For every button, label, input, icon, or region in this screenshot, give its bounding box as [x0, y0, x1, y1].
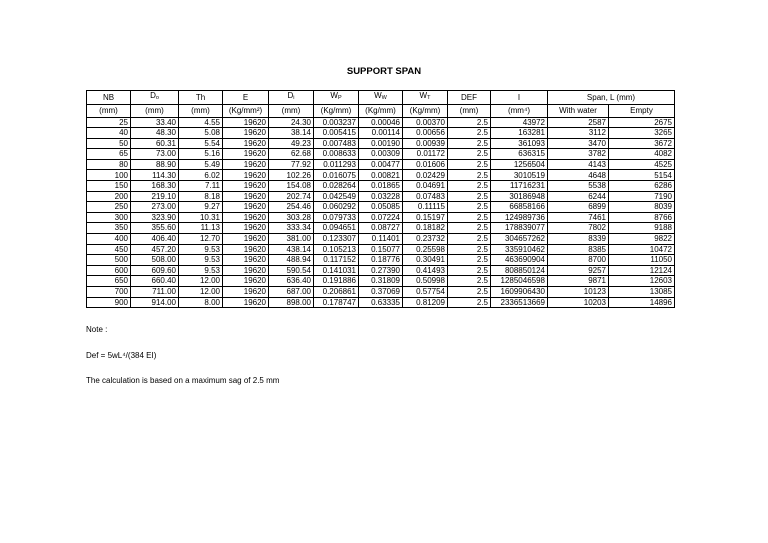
- table-cell: 2.5: [448, 117, 491, 128]
- table-cell: 19620: [223, 244, 269, 255]
- table-cell: 350: [87, 223, 131, 234]
- column-header: [491, 91, 548, 105]
- table-cell: 808850124: [491, 265, 548, 276]
- table-cell: 450: [87, 244, 131, 255]
- table-cell: 0.30491: [403, 255, 448, 266]
- table-cell: 0.00370: [403, 117, 448, 128]
- table-cell: 2.5: [448, 297, 491, 308]
- table-cell: 10.31: [179, 212, 223, 223]
- table-cell: 0.00477: [359, 159, 403, 170]
- table-cell: 0.178747: [314, 297, 359, 308]
- table-cell: 0.079733: [314, 212, 359, 223]
- column-header-subscript: i: [293, 95, 295, 101]
- table-cell: 0.00114: [359, 128, 403, 139]
- table-cell: 7190: [609, 191, 675, 202]
- table-cell: 400: [87, 234, 131, 245]
- table-cell: 19620: [223, 297, 269, 308]
- table-cell: 0.011293: [314, 159, 359, 170]
- table-cell: 0.03228: [359, 191, 403, 202]
- table-cell: 0.00309: [359, 149, 403, 160]
- table-cell: 2.5: [448, 159, 491, 170]
- table-cell: 5154: [609, 170, 675, 181]
- table-cell: 10472: [609, 244, 675, 255]
- column-unit-header: (Kg/mm²): [223, 104, 269, 117]
- column-header-symbol: NB: [102, 92, 115, 102]
- table-cell: 0.81209: [403, 297, 448, 308]
- table-cell: 9822: [609, 234, 675, 245]
- table-cell: 5.49: [179, 159, 223, 170]
- table-cell: 5.54: [179, 138, 223, 149]
- table-cell: 19620: [223, 287, 269, 298]
- table-cell: 254.46: [269, 202, 314, 213]
- table-cell: 0.07224: [359, 212, 403, 223]
- table-cell: 590.54: [269, 265, 314, 276]
- table-cell: 19620: [223, 234, 269, 245]
- table-cell: 3010519: [491, 170, 548, 181]
- table-cell: 0.01865: [359, 181, 403, 192]
- table-cell: 11050: [609, 255, 675, 266]
- column-unit-header: (Kg/mm): [403, 104, 448, 117]
- table-cell: 62.68: [269, 149, 314, 160]
- table-cell: 0.18776: [359, 255, 403, 266]
- table-cell: 0.37069: [359, 287, 403, 298]
- table-cell: 9257: [548, 265, 609, 276]
- table-cell: 10123: [548, 287, 609, 298]
- table-cell: 202.74: [269, 191, 314, 202]
- column-unit-header: (mm): [131, 104, 179, 117]
- table-cell: 168.30: [131, 181, 179, 192]
- table-row: [87, 117, 675, 128]
- column-unit-header: (mm): [448, 104, 491, 117]
- note-label: Note :: [86, 325, 108, 334]
- table-cell: 12603: [609, 276, 675, 287]
- header-row-symbols: [87, 91, 675, 105]
- table-cell: 13085: [609, 287, 675, 298]
- table-row: [87, 191, 675, 202]
- table-cell: 2.5: [448, 234, 491, 245]
- column-header-subscript: W: [381, 95, 387, 101]
- column-unit-header: (mm⁴): [491, 104, 548, 117]
- column-header: [87, 91, 131, 105]
- table-row: [87, 265, 675, 276]
- table-cell: 0.05085: [359, 202, 403, 213]
- table-cell: 2.5: [448, 149, 491, 160]
- table-cell: 65: [87, 149, 131, 160]
- table-cell: 2.5: [448, 128, 491, 139]
- column-header-symbol: W: [330, 91, 338, 100]
- table-cell: 636315: [491, 149, 548, 160]
- table-cell: 333.34: [269, 223, 314, 234]
- table-cell: 2.5: [448, 287, 491, 298]
- table-cell: 77.92: [269, 159, 314, 170]
- column-header: [314, 91, 359, 105]
- table-cell: 0.003237: [314, 117, 359, 128]
- table-cell: 25: [87, 117, 131, 128]
- table-cell: 9.27: [179, 202, 223, 213]
- table-cell: 9.53: [179, 265, 223, 276]
- table-cell: 0.31809: [359, 276, 403, 287]
- table-cell: 600: [87, 265, 131, 276]
- table-cell: 14896: [609, 297, 675, 308]
- table-cell: 3112: [548, 128, 609, 139]
- table-cell: 2.5: [448, 223, 491, 234]
- column-header-symbol: W: [374, 91, 382, 100]
- table-cell: 163281: [491, 128, 548, 139]
- column-unit-header: (mm): [179, 104, 223, 117]
- table-row: [87, 159, 675, 170]
- table-cell: 0.123307: [314, 234, 359, 245]
- table-cell: 19620: [223, 138, 269, 149]
- table-cell: 0.060292: [314, 202, 359, 213]
- table-cell: 303.28: [269, 212, 314, 223]
- column-header: [179, 91, 223, 105]
- table-cell: 3672: [609, 138, 675, 149]
- table-cell: 88.90: [131, 159, 179, 170]
- table-cell: 0.00939: [403, 138, 448, 149]
- table-cell: 355.60: [131, 223, 179, 234]
- table-cell: 0.028264: [314, 181, 359, 192]
- table-cell: 102.26: [269, 170, 314, 181]
- table-cell: 6286: [609, 181, 675, 192]
- table-cell: 0.02429: [403, 170, 448, 181]
- table-cell: 19620: [223, 128, 269, 139]
- support-span-table: [86, 90, 675, 308]
- table-cell: 9871: [548, 276, 609, 287]
- table-cell: 1256504: [491, 159, 548, 170]
- table-cell: 609.60: [131, 265, 179, 276]
- table-cell: 80: [87, 159, 131, 170]
- table-cell: 3782: [548, 149, 609, 160]
- table-cell: 38.14: [269, 128, 314, 139]
- table-cell: 2675: [609, 117, 675, 128]
- column-unit-header: With water: [548, 104, 609, 117]
- table-cell: 9.53: [179, 255, 223, 266]
- table-cell: 8339: [548, 234, 609, 245]
- table-cell: 7802: [548, 223, 609, 234]
- table-row: [87, 149, 675, 160]
- table-cell: 0.18182: [403, 223, 448, 234]
- table-cell: 7461: [548, 212, 609, 223]
- table-cell: 0.00190: [359, 138, 403, 149]
- table-cell: 438.14: [269, 244, 314, 255]
- table-cell: 12.00: [179, 287, 223, 298]
- table-cell: 0.094651: [314, 223, 359, 234]
- table-cell: 12.70: [179, 234, 223, 245]
- table-cell: 19620: [223, 117, 269, 128]
- column-unit-header: Empty: [609, 104, 675, 117]
- table-cell: 0.042549: [314, 191, 359, 202]
- table-cell: 178839077: [491, 223, 548, 234]
- table-cell: 0.00821: [359, 170, 403, 181]
- table-cell: 0.105213: [314, 244, 359, 255]
- table-cell: 12124: [609, 265, 675, 276]
- table-cell: 8700: [548, 255, 609, 266]
- span-group-header: Span, L (mm): [548, 91, 675, 105]
- table-cell: 508.00: [131, 255, 179, 266]
- table-cell: 323.90: [131, 212, 179, 223]
- table-cell: 154.08: [269, 181, 314, 192]
- table-cell: 711.00: [131, 287, 179, 298]
- table-cell: 30186948: [491, 191, 548, 202]
- table-cell: 219.10: [131, 191, 179, 202]
- table-cell: 457.20: [131, 244, 179, 255]
- table-row: [87, 287, 675, 298]
- column-header: [359, 91, 403, 105]
- table-cell: 406.40: [131, 234, 179, 245]
- table-row: [87, 170, 675, 181]
- column-header-symbol: E: [242, 92, 249, 102]
- column-header-subscript: T: [427, 95, 431, 101]
- table-cell: 5538: [548, 181, 609, 192]
- table-cell: 124989736: [491, 212, 548, 223]
- table-cell: 0.007483: [314, 138, 359, 149]
- table-cell: 0.206861: [314, 287, 359, 298]
- table-cell: 19620: [223, 212, 269, 223]
- table-cell: 1285046598: [491, 276, 548, 287]
- table-cell: 0.15197: [403, 212, 448, 223]
- table-cell: 2.5: [448, 255, 491, 266]
- table-cell: 2.5: [448, 276, 491, 287]
- table-cell: 0.11401: [359, 234, 403, 245]
- calculation-note: The calculation is based on a maximum sag of 2.5 mm: [86, 376, 280, 385]
- table-row: [87, 255, 675, 266]
- table-cell: 8.00: [179, 297, 223, 308]
- table-row: [87, 128, 675, 139]
- table-cell: 700: [87, 287, 131, 298]
- table-cell: 19620: [223, 191, 269, 202]
- table-cell: 5.08: [179, 128, 223, 139]
- column-unit-header: (Kg/mm): [314, 104, 359, 117]
- column-header-symbol: I: [517, 92, 521, 102]
- table-cell: 9.53: [179, 244, 223, 255]
- table-row: [87, 181, 675, 192]
- header-row-units: [87, 104, 675, 117]
- table-cell: 650: [87, 276, 131, 287]
- table-cell: 19620: [223, 181, 269, 192]
- table-cell: 200: [87, 191, 131, 202]
- table-cell: 19620: [223, 149, 269, 160]
- table-row: [87, 138, 675, 149]
- table-cell: 24.30: [269, 117, 314, 128]
- table-cell: 5.16: [179, 149, 223, 160]
- table-row: [87, 276, 675, 287]
- table-cell: 33.40: [131, 117, 179, 128]
- table-cell: 4143: [548, 159, 609, 170]
- table-cell: 2336513669: [491, 297, 548, 308]
- table-cell: 49.23: [269, 138, 314, 149]
- table-cell: 2.5: [448, 181, 491, 192]
- table-cell: 488.94: [269, 255, 314, 266]
- table-cell: 150: [87, 181, 131, 192]
- column-header: [403, 91, 448, 105]
- table-cell: 0.00046: [359, 117, 403, 128]
- column-header-symbol: D: [287, 91, 294, 100]
- table-row: [87, 212, 675, 223]
- table-cell: 2.5: [448, 265, 491, 276]
- table-cell: 335910462: [491, 244, 548, 255]
- deflection-formula: Def = 5wL⁴/(384 EI): [86, 351, 157, 360]
- column-header-symbol: D: [150, 91, 156, 100]
- column-unit-header: (mm): [87, 104, 131, 117]
- table-cell: 6899: [548, 202, 609, 213]
- table-row: [87, 202, 675, 213]
- table-cell: 273.00: [131, 202, 179, 213]
- table-cell: 0.117152: [314, 255, 359, 266]
- table-cell: 114.30: [131, 170, 179, 181]
- column-header-symbol: W: [419, 91, 428, 100]
- table-cell: 8385: [548, 244, 609, 255]
- table-cell: 0.11115: [403, 202, 448, 213]
- column-header: [131, 91, 179, 105]
- table-cell: 66858166: [491, 202, 548, 213]
- column-header-subscript: o: [155, 95, 159, 101]
- table-row: [87, 244, 675, 255]
- table-cell: 463690904: [491, 255, 548, 266]
- column-header: [448, 91, 491, 105]
- table-cell: 0.50998: [403, 276, 448, 287]
- table-cell: 250: [87, 202, 131, 213]
- table-cell: 6.02: [179, 170, 223, 181]
- table-cell: 19620: [223, 159, 269, 170]
- table-cell: 12.00: [179, 276, 223, 287]
- column-header: [269, 91, 314, 105]
- column-header-symbol: Th: [195, 92, 206, 102]
- table-cell: 100: [87, 170, 131, 181]
- table-cell: 0.01606: [403, 159, 448, 170]
- table-cell: 300: [87, 212, 131, 223]
- table-cell: 500: [87, 255, 131, 266]
- table-cell: 19620: [223, 223, 269, 234]
- table-body: [87, 117, 675, 308]
- table-cell: 8039: [609, 202, 675, 213]
- table-cell: 48.30: [131, 128, 179, 139]
- table-cell: 8766: [609, 212, 675, 223]
- table-cell: 361093: [491, 138, 548, 149]
- table-cell: 0.191886: [314, 276, 359, 287]
- table-cell: 40: [87, 128, 131, 139]
- table-cell: 73.00: [131, 149, 179, 160]
- table-cell: 19620: [223, 276, 269, 287]
- table-cell: 11716231: [491, 181, 548, 192]
- table-cell: 2.5: [448, 170, 491, 181]
- table-cell: 4525: [609, 159, 675, 170]
- column-header: [223, 91, 269, 105]
- table-cell: 43972: [491, 117, 548, 128]
- table-cell: 636.40: [269, 276, 314, 287]
- table-cell: 9188: [609, 223, 675, 234]
- table-cell: 900: [87, 297, 131, 308]
- table-cell: 0.41493: [403, 265, 448, 276]
- table-cell: 2.5: [448, 244, 491, 255]
- table-cell: 2587: [548, 117, 609, 128]
- table-cell: 8.18: [179, 191, 223, 202]
- table-cell: 1609906430: [491, 287, 548, 298]
- table-cell: 2.5: [448, 138, 491, 149]
- table-cell: 0.005415: [314, 128, 359, 139]
- column-unit-header: (mm): [269, 104, 314, 117]
- column-header-symbol: DEF: [461, 92, 477, 102]
- table-cell: 0.57754: [403, 287, 448, 298]
- table-cell: 0.04691: [403, 181, 448, 192]
- table-cell: 2.5: [448, 202, 491, 213]
- table-cell: 0.141031: [314, 265, 359, 276]
- table-cell: 0.07483: [403, 191, 448, 202]
- table-row: [87, 234, 675, 245]
- table-cell: 19620: [223, 202, 269, 213]
- table-cell: 2.5: [448, 212, 491, 223]
- table-cell: 0.00656: [403, 128, 448, 139]
- table-cell: 381.00: [269, 234, 314, 245]
- table-cell: 304657262: [491, 234, 548, 245]
- column-header-subscript: P: [337, 95, 342, 101]
- table-cell: 898.00: [269, 297, 314, 308]
- table-cell: 3265: [609, 128, 675, 139]
- column-unit-header: (Kg/mm): [359, 104, 403, 117]
- table-cell: 4648: [548, 170, 609, 181]
- table-cell: 11.13: [179, 223, 223, 234]
- table-cell: 4082: [609, 149, 675, 160]
- table-cell: 0.23732: [403, 234, 448, 245]
- table-cell: 0.15077: [359, 244, 403, 255]
- table-row: [87, 297, 675, 308]
- table-cell: 60.31: [131, 138, 179, 149]
- table-cell: 687.00: [269, 287, 314, 298]
- table-cell: 7.11: [179, 181, 223, 192]
- page-title: SUPPORT SPAN: [346, 66, 422, 77]
- table-cell: 4.55: [179, 117, 223, 128]
- table-cell: 0.27390: [359, 265, 403, 276]
- table-cell: 2.5: [448, 191, 491, 202]
- table-cell: 19620: [223, 265, 269, 276]
- table-cell: 0.01172: [403, 149, 448, 160]
- table-cell: 6244: [548, 191, 609, 202]
- table-cell: 0.08727: [359, 223, 403, 234]
- table-cell: 19620: [223, 170, 269, 181]
- table-cell: 0.25598: [403, 244, 448, 255]
- table-cell: 0.016075: [314, 170, 359, 181]
- table-cell: 19620: [223, 255, 269, 266]
- table-cell: 0.008633: [314, 149, 359, 160]
- table-cell: 3470: [548, 138, 609, 149]
- table-cell: 660.40: [131, 276, 179, 287]
- table-cell: 10203: [548, 297, 609, 308]
- table-cell: 50: [87, 138, 131, 149]
- table-cell: 0.63335: [359, 297, 403, 308]
- table-row: [87, 223, 675, 234]
- table-cell: 914.00: [131, 297, 179, 308]
